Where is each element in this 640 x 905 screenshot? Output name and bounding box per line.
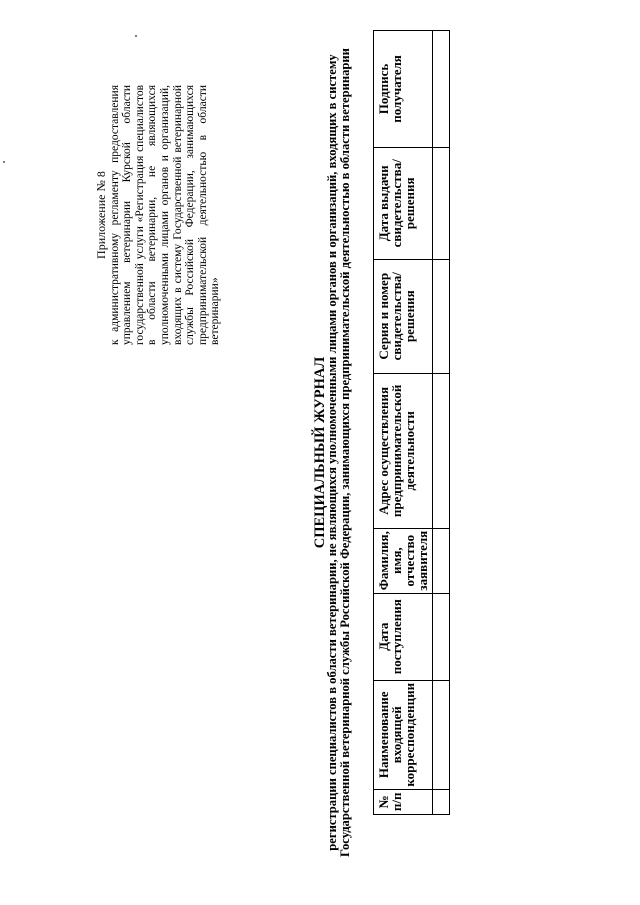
table-cell	[433, 528, 450, 593]
table-header-row	[374, 31, 433, 815]
appendix-title: Приложение № 8	[94, 171, 108, 259]
table-cell	[433, 789, 450, 814]
table-cell	[433, 593, 450, 680]
col-correspondence: Наименование входящей корреспонденции	[374, 680, 433, 789]
col-receipt-date: Дата поступления	[374, 593, 433, 680]
journal-subtitle: регистрации специалистов в области ветеринарии, не являющихся уполномоченными лицами органов и организаций, входящих в систему Государственной ветеринарной службы Российской Федерации, занимающихся предпринимательской деятельностью в области ветеринарии	[325, 48, 353, 857]
journal-title: СПЕЦИАЛЬНЫЙ ЖУРНАЛ	[312, 356, 328, 549]
col-recipient-signature: Подпись получателя	[374, 31, 433, 148]
appendix-block	[95, 85, 222, 345]
col-number: № п/п	[374, 789, 433, 814]
col-certificate-number: Серия и номер свидетельства/ решения	[374, 259, 433, 373]
table-cell	[433, 31, 450, 148]
table-cell	[433, 259, 450, 373]
appendix-text: к административному регламенту предоставления управлением ветеринарии Курской области государственной услуги «Регистрация специалистов в области ветеринарии, не являющихся уполномоченными лицами органов и организаций, входящих в систему Государственной ветеринарной службы Российской Федерации, занимающихся предпринимательской деятельностью в области ветеринарии»	[108, 85, 222, 345]
table-cell	[433, 373, 450, 528]
table-cell	[433, 147, 450, 259]
col-issue-date: Дата выдачи свидетельства/ решения	[374, 147, 433, 259]
table-cell	[433, 680, 450, 789]
table-row	[433, 31, 450, 815]
scan-speck	[135, 35, 137, 37]
col-business-address: Адрес осуществления предпринимательской деятельности	[374, 373, 433, 528]
scan-speck	[3, 161, 5, 163]
journal-table	[373, 30, 450, 815]
col-applicant-name: Фамилия, имя, отчество заявителя	[374, 528, 433, 593]
